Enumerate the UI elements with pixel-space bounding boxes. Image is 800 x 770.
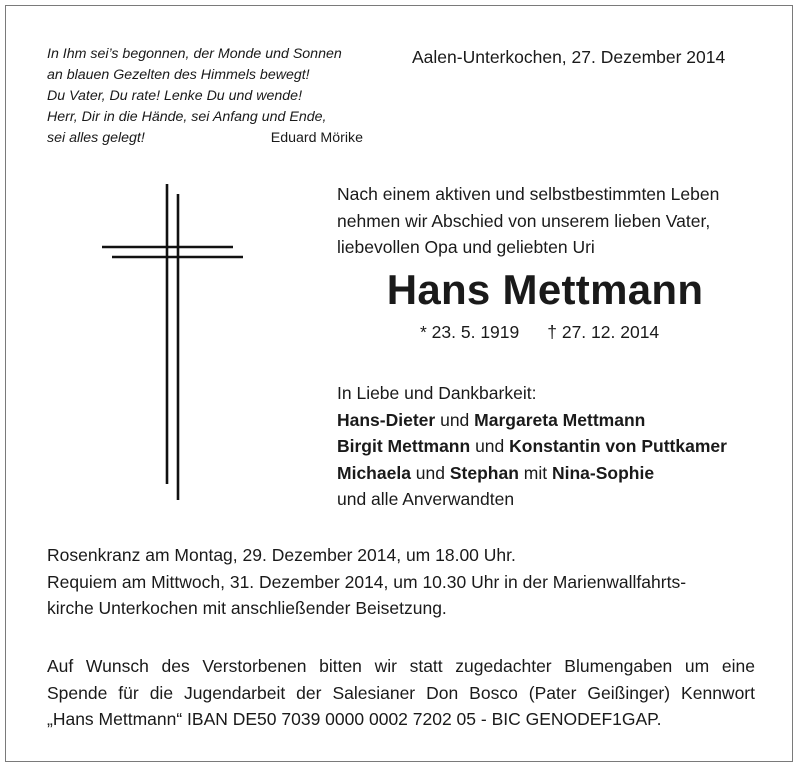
- intro-line: nehmen wir Abschied von unserem lieben Vater,: [337, 210, 711, 231]
- donation-line: „Hans Mettmann“ IBAN DE50 7039 0000 0002 7202 05 - BIC GENODEF1GAP.: [47, 709, 662, 729]
- poem-quote: [47, 44, 367, 149]
- service-info: [47, 542, 755, 622]
- poem-line: Du Vater, Du rate! Lenke Du und wende!: [47, 88, 303, 104]
- poem-line: an blauen Gezelten des Himmels bewegt!: [47, 67, 310, 83]
- birth-date: * 23. 5. 1919: [420, 322, 520, 342]
- conjunction: mit: [518, 462, 552, 483]
- family-member: Hans-Dieter: [337, 409, 436, 430]
- family-member: Birgit Mettmann: [337, 436, 471, 456]
- donation-line: Auf Wunsch des Verstorbenen bitten wir statt zugedachter Blumengaben um eine: [47, 656, 755, 676]
- place-date: Aalen-Unterkochen, 27. Dezember 2014: [412, 47, 726, 67]
- service-line: Rosenkranz am Montag, 29. Dezember 2014, um 18.00 Uhr.: [47, 545, 516, 565]
- family-member: Margareta Mettmann: [474, 409, 646, 430]
- family-row: [337, 433, 727, 460]
- conjunction: und: [470, 436, 510, 456]
- cross-icon: [98, 180, 248, 505]
- family-member: Nina-Sophie: [551, 462, 655, 483]
- intro-line: liebevollen Opa und geliebten Uri: [337, 237, 595, 257]
- poem-line: Herr, Dir in die Hände, sei Anfang und Ende,: [47, 109, 327, 125]
- intro-line: Nach einem aktiven und selbstbestimmten Leben: [337, 184, 720, 204]
- poem-last-line: [47, 128, 363, 149]
- poem-author: Eduard Mörike: [270, 130, 363, 146]
- intro-text: [337, 181, 719, 261]
- family-block: [337, 380, 727, 513]
- conjunction: und: [435, 409, 475, 430]
- service-line: kirche Unterkochen mit anschließender Beisetzung.: [47, 598, 447, 618]
- poem-line: In Ihm sei’s begonnen, der Monde und Sonnen: [47, 46, 342, 62]
- deceased-name: Hans Mettmann: [386, 266, 704, 313]
- poem-line: sei alles gelegt!: [47, 130, 145, 146]
- conjunction: und: [410, 462, 450, 483]
- death-date: † 27. 12. 2014: [547, 322, 660, 342]
- family-member: Michaela: [337, 462, 411, 483]
- donation-request: [47, 653, 755, 733]
- family-row: [337, 460, 727, 487]
- family-member: Konstantin von Puttkamer: [509, 436, 727, 456]
- family-member: Stephan: [449, 462, 519, 483]
- life-dates: [420, 322, 659, 343]
- service-line: Requiem am Mittwoch, 31. Dezember 2014, um 10.30 Uhr in der Marienwallfahrts-: [47, 571, 687, 592]
- family-heading: In Liebe und Dankbarkeit:: [337, 383, 537, 403]
- family-row: [337, 407, 727, 434]
- family-closing: und alle Anverwandten: [337, 489, 515, 509]
- donation-line: Spende für die Jugendarbeit der Salesianer Don Bosco (Pater Geißinger) Kennwort: [47, 682, 755, 703]
